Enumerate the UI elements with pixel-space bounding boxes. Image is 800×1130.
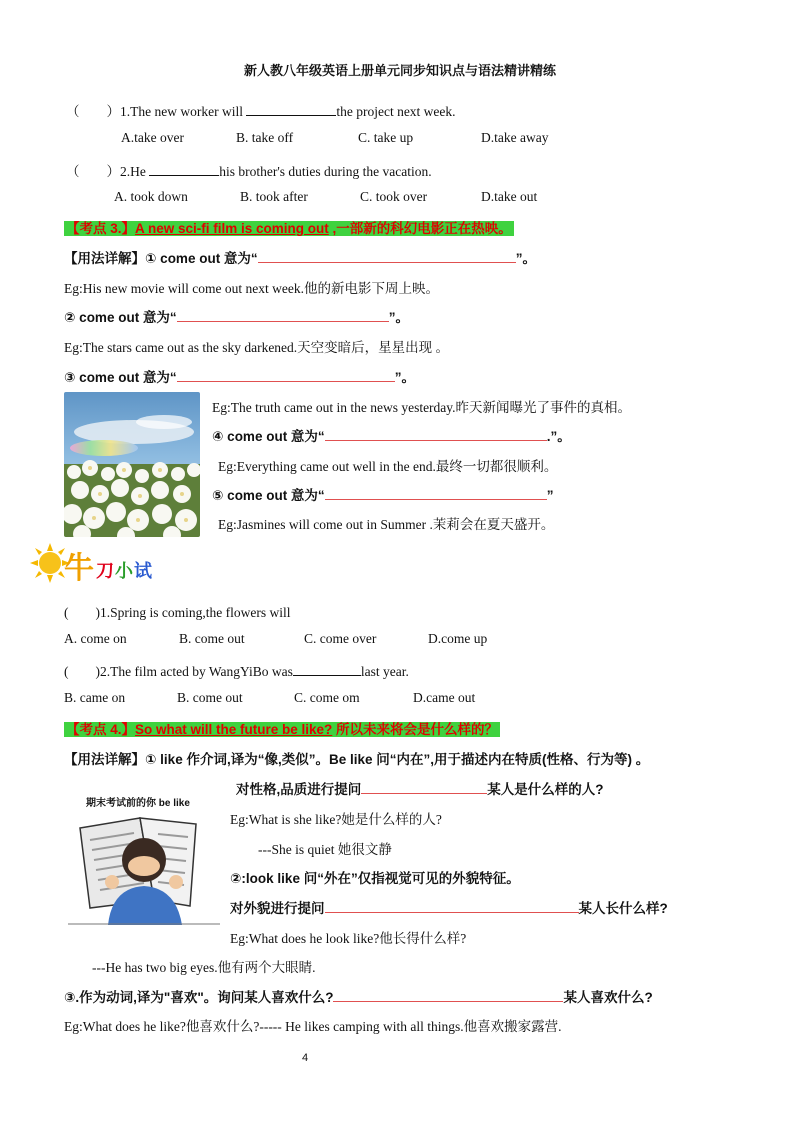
pq2-option-d: D.came out [413,690,476,705]
usage-4-example-3: Eg:What does he like?他喜欢什么?----- He likes camping with all things.他喜欢搬家露营. [64,1019,562,1034]
answer-blank[interactable] [361,779,487,794]
pq1-option-b: B. come out [179,631,245,646]
usage-3-example-2: Eg:The stars came out as the sky darkened.天空变暗后，星星出现 。 [64,340,450,355]
question-1-text: 1.The new worker will [120,104,247,119]
usage-4-example-2: Eg:What does he look like?他长得什么样? [230,931,467,946]
kaodian-translation: 所以未来将会是什么样的？ [332,722,499,737]
answer-blank[interactable] [258,248,516,263]
item-text: ③ come out 意为“ [64,370,177,385]
kaodian-3-highlight [64,221,514,236]
pq2-option-c: C. come om [294,690,360,705]
ask-text-end: 某人长什么样? [578,901,668,916]
kaodian-tag: 【考点 4.】 [66,722,136,737]
item-text: ② come out 意为“ [64,310,177,325]
question-text: 1.Spring is coming,the flowers will [100,605,291,620]
answer-blank[interactable] [177,307,389,322]
usage-3-item-5 [212,484,553,504]
item-text: ⑤ come out 意为“ [212,488,325,503]
usage-4-example-1-answer: ---She is quiet 她很文静 [258,842,392,857]
person-reading-icon [68,790,220,925]
question-text-end: last year. [360,664,409,679]
jasmine-flowers-image [64,392,200,537]
answer-blank[interactable] [177,367,395,382]
item-text-end: 某人喜欢什么? [563,990,653,1005]
usage-4-ask-2 [230,897,668,917]
item-close: ” [546,488,554,503]
page-number: 4 [302,1052,309,1064]
kaodian-sentence: So what will the future be like? [135,722,333,737]
usage-3-item-3 [64,366,415,386]
kaodian-4-highlight [64,722,500,737]
kaodian-translation: ,一部新的科幻电影正在热映。 [328,221,512,236]
item-close: .”。 [546,429,571,444]
title-char-niu: 牛 [64,551,94,586]
page-header-title: 新人教八年级英语上册单元同步知识点与语法精讲精练 [243,63,556,78]
kaodian-tag: 【考点 3.】 [66,221,136,236]
item-close: ”。 [515,251,536,266]
title-char-xiao: 小 [115,561,133,582]
practice-question-2 [64,660,409,680]
answer-paren[interactable]: （ ） [66,164,120,179]
ask-text: 对性格,品质进行提问 [236,782,362,797]
q1-option-b: B. take off [236,130,294,145]
answer-blank[interactable] [293,661,361,676]
kaodian-4-heading [64,718,500,738]
usage-3-item-2 [64,306,409,326]
usage-4-example-1: Eg:What is she like?她是什么样的人? [230,812,442,827]
kaodian-sentence: A new sci-fi film is coming out [135,221,329,236]
item-text: ① like 作介词,译为“像,类似”。Be like 问“内在”,用于描述内在特质(性格、行为等) 。 [145,752,650,767]
question-1-row [66,100,456,120]
usage-3-example-5: Eg:Jasmines will come out in Summer .茉莉会在夏天盛开。 [218,517,555,532]
ask-text: 对外貌进行提问 [230,901,325,916]
pq2-option-b: B. come out [177,690,243,705]
usage-4-item-1 [64,748,649,768]
answer-blank[interactable] [246,101,336,116]
jasmine-photo [64,392,200,537]
pq1-option-c: C. come over [304,631,377,646]
q2-option-a: A. took down [114,189,188,204]
usage-4-item-2: ②:look like 问“外在”仅指视觉可见的外貌特征。 [230,871,520,886]
item-close: ”。 [388,310,409,325]
usage-label: 【用法详解】 [64,251,145,266]
pq1-option-a: A. come on [64,631,127,646]
item-text: ④ come out 意为“ [212,429,325,444]
usage-3-example-3: Eg:The truth came out in the news yesterday.昨天新闻曝光了事件的真相。 [212,400,632,415]
q2-option-c: C. took over [360,189,428,204]
q2-option-d: D.take out [481,189,538,204]
ask-text-end: 某人是什么样的人? [487,782,604,797]
pq2-option-a: B. came on [64,690,126,705]
q2-option-b: B. took after [240,189,308,204]
comic-illustration [68,790,220,925]
answer-paren[interactable]: ( ) [64,664,100,679]
answer-paren[interactable]: ( ) [64,605,100,620]
answer-blank[interactable] [333,987,563,1002]
question-2-row [66,160,432,180]
answer-blank[interactable] [325,898,579,913]
answer-blank[interactable] [325,426,547,441]
usage-4-example-2-answer: ---He has two big eyes.他有两个大眼睛. [92,960,316,975]
question-text: 2.The film acted by WangYiBo was [100,664,293,679]
title-char-dao: 刀 [96,561,114,582]
q1-option-c: C. take up [358,130,414,145]
usage-3-item-1 [64,247,536,267]
item-text: ① come out 意为“ [145,251,258,266]
answer-paren[interactable]: （ ） [66,104,120,119]
q1-option-d: D.take away [481,130,549,145]
question-2-text-end: his brother's duties during the vacation. [219,164,432,179]
title-char-shi: 试 [134,561,152,582]
usage-4-ask-1 [236,778,604,798]
pq1-option-d: D.come up [428,631,488,646]
answer-blank[interactable] [149,161,219,176]
question-1-text-end: the project next week. [336,104,456,119]
usage-3-example-4: Eg:Everything came out well in the end.最终一切都很顺利。 [218,459,558,474]
kaodian-3-heading [64,217,514,237]
usage-label: 【用法详解】 [64,752,145,767]
question-2-text: 2.He [120,164,150,179]
q1-option-a: A.take over [121,130,184,145]
practice-question-1 [64,601,290,621]
usage-4-item-3 [64,986,653,1006]
item-text: ③.作为动词,译为"喜欢"。询问某人喜欢什么? [64,990,334,1005]
usage-3-example-1: Eg:His new movie will come out next week.他的新电影下周上映。 [64,281,439,296]
usage-3-item-4 [212,425,571,445]
comic-caption: 期末考试前的你 be like [86,798,190,809]
item-close: ”。 [394,370,415,385]
answer-blank[interactable] [325,485,547,500]
